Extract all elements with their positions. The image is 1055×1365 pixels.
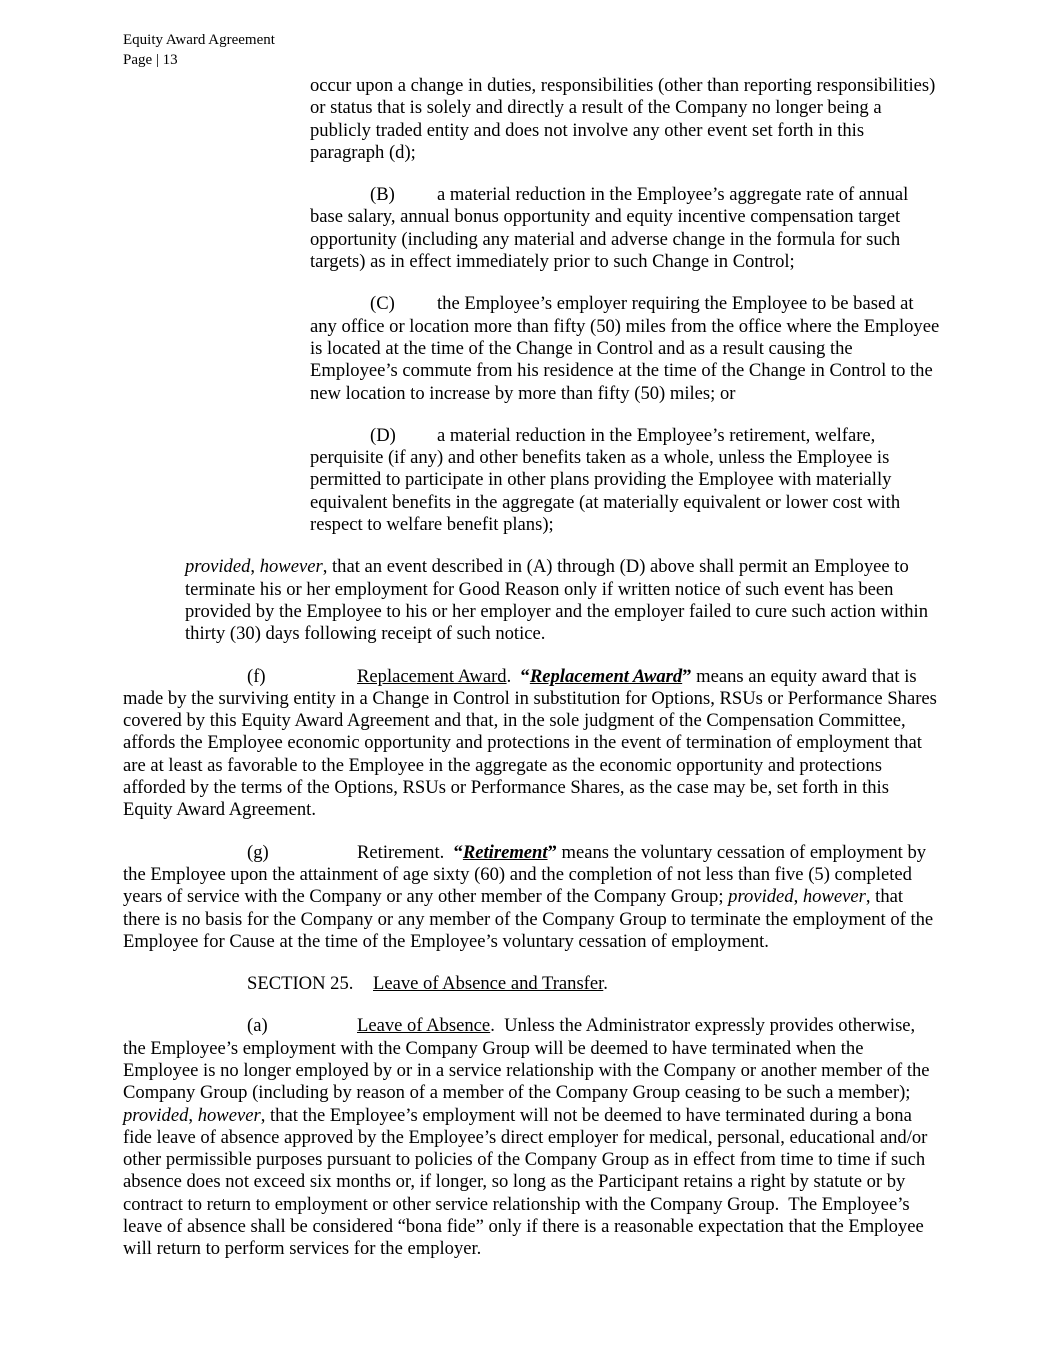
paragraph-text: a material reduction in the Employee’s retirement, welfare, perquisite (if any) and other benefits taken as a whole, unless the Employee is permitted to participate in other plans providing the Employee with materially equivalent benefits in the aggregate (at materially equivalent or lower cost with respect to welfare benefit plans); xyxy=(310,424,905,536)
section-title: Leave of Absence and Transfer. xyxy=(373,973,608,995)
first-line-indent xyxy=(310,308,370,309)
paragraph-text: the Employee’s employer requiring the Employee to be based at any office or location more than fifty (50) miles from the office where the Employee is located at the time of the Change in Control and as a result causing the Employee’s commute from his residence at the time of the Change in Control to the new location to increase by more than fifty (50) miles; or xyxy=(310,293,944,404)
first-line-indent xyxy=(123,1030,247,1031)
first-line-indent xyxy=(123,857,247,858)
clause-d xyxy=(310,425,940,536)
clause-b-label: (B) xyxy=(370,184,395,206)
clause-f-label: (f) xyxy=(247,665,266,687)
proviso-paragraph xyxy=(185,556,937,645)
clause-c-label: (C) xyxy=(370,293,395,315)
first-line-indent xyxy=(123,988,247,989)
clause-a-leave-of-absence xyxy=(123,1015,939,1260)
clause-g-label: (g) xyxy=(247,841,269,863)
paragraph-text: Retirement. “Retirement” means the voluntary cessation of employment by the Employee upon the attainment of age sixty (60) and the completion of not less than five (5) completed years of service with the Company or any other member of the Company Group; provided, however, that there is no basis for the Company or any member of the Company Group to terminate the employment of the Employee for Cause at the time of the Employee’s voluntary cessation of employment. xyxy=(123,841,938,952)
page-number: Page | 13 xyxy=(123,52,178,68)
clause-f-replacement-award xyxy=(123,665,942,822)
section-25-label: SECTION 25. xyxy=(247,973,354,995)
paragraph-text: provided, however, that an event described in (A) through (D) above shall permit an Employee to terminate his or her employment for Good Reason only if written notice of such event has been provided by the Employee to his or her employer and the employer failed to cure such action within thirty (30) days following receipt of such notice. xyxy=(185,556,933,645)
paragraph-text: Leave of Absence. Unless the Administrator expressly provides otherwise, the Employee’s employment with the Company Group will be deemed to have terminated when the Employee is no longer employed by or in a service relationship with the Company or another member of the Company Group (including by reason of a member of the Company Group ceasing to be such a member); provided, however, that the Employee’s employment will not be deemed to have terminated during a bona fide leave of absence approved by the Employee’s direct employer for medical, personal, educational and/or other permissible purposes pursuant to policies of the Company Group as in effect from time to time if such absence does not exceed six months or, if longer, so long as the Participant retains a right by statute or by contract to return to employment or other service relationship with the Company Group. The Employee’s leave of absence shall be considered “bona fide” only if there is a reasonable expectation that the Employee will return to perform services for the employer. xyxy=(123,1015,935,1260)
paragraph-text: a material reduction in the Employee’s aggregate rate of annual base salary, annual bonus opportunity and equity incentive compensation target opportunity (including any material and adverse change in the formula for such targets) as in effect immediately prior to such Change in Control; xyxy=(310,184,914,273)
clause-b xyxy=(310,184,940,273)
clause-c xyxy=(310,293,944,404)
document-body xyxy=(123,75,944,1281)
paragraph-d-continuation xyxy=(310,75,940,164)
clause-a-label: (a) xyxy=(247,1015,268,1037)
clause-d-label: (D) xyxy=(370,424,396,446)
clause-g-retirement xyxy=(123,842,939,953)
paragraph-text: occur upon a change in duties, responsibilities (other than reporting responsibilities) or status that is solely and directly a result of the Company no longer being a publicly traded entity and does not involve any other event set forth in this paragraph (d); xyxy=(310,75,940,163)
page-header xyxy=(123,30,275,70)
paragraph-text: Replacement Award. “Replacement Award” means an equity award that is made by the surviving entity in a Change in Control in substitution for Options, RSUs or Performance Shares covered by this Equity Award Agreement and that, in the sole judgment of the Compensation Committee, affords the Employee economic opportunity and protections in the event of termination of employment that are at least as favorable to the Employee in the aggregate as the economic opportunity and protections afforded by the terms of the Options, RSUs or Performance Shares, as the case may be, set forth in this Equity Award Agreement. xyxy=(123,665,942,821)
section-25-heading xyxy=(123,973,939,995)
first-line-indent xyxy=(310,199,370,200)
first-line-indent xyxy=(310,440,370,441)
first-line-indent xyxy=(123,681,247,682)
document-title: Equity Award Agreement xyxy=(123,32,275,48)
